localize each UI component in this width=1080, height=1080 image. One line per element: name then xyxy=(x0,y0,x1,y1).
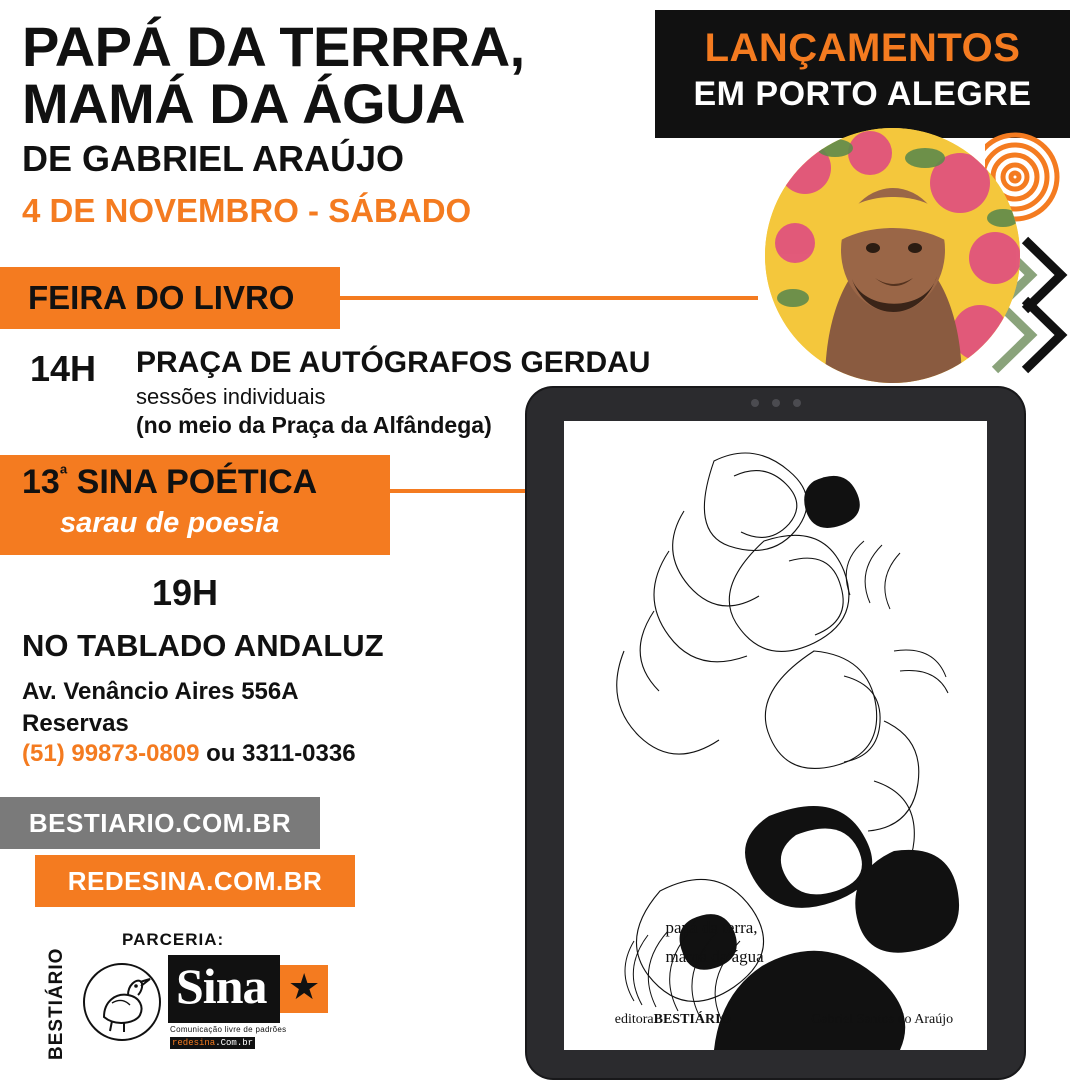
partner-site-button[interactable]: REDESINA.COM.BR xyxy=(35,855,355,907)
sina-logo-url xyxy=(170,1037,255,1049)
author-photo xyxy=(765,128,1020,383)
cover-title-line-1: papá da terra, xyxy=(665,918,758,938)
tablet-camera-icon xyxy=(772,399,780,407)
launch-banner xyxy=(655,10,1070,138)
event1-place: PRAÇA DE AUTÓGRAFOS GERDAU xyxy=(136,346,651,379)
phone-conjunction: ou xyxy=(199,740,243,767)
cover-credits xyxy=(615,1012,953,1028)
cover-publisher-prefix: editora xyxy=(614,1012,654,1027)
feira-rule-divider xyxy=(340,296,758,300)
event1-time: 14H xyxy=(30,348,97,389)
sina-url-right: .Com.br xyxy=(215,1038,254,1048)
bestiario-bird-icon xyxy=(82,955,162,1050)
bestiario-vertical-text: BESTIÁRIO xyxy=(46,947,67,1060)
banner-headline: LANÇAMENTOS xyxy=(704,26,1021,70)
title-block xyxy=(22,15,662,230)
sina-url-left: redesina xyxy=(172,1038,216,1048)
sina-logo-wordmark: Sina xyxy=(176,958,267,1014)
event2-address: Av. Venâncio Aires 556A xyxy=(22,678,299,705)
sina-label-number: 13 xyxy=(22,463,60,501)
book-title-line-1: PAPÁ DA TERRRA, xyxy=(22,15,525,78)
tablet-camera-row xyxy=(751,399,801,407)
cover-author-credit: Gabriel Santos do Araújo xyxy=(811,1012,954,1027)
publisher-site-button[interactable]: BESTIARIO.COM.BR xyxy=(0,797,320,849)
tablet-sensor-icon xyxy=(751,399,759,407)
tablet-mockup xyxy=(527,388,1024,1078)
event-date: 4 DE NOVEMBRO - SÁBADO xyxy=(22,192,472,230)
section-bar-feira-do-livro xyxy=(0,267,340,329)
sina-subtitle: sarau de poesia xyxy=(60,507,280,539)
tablet-screen xyxy=(564,421,987,1050)
sina-label-rest: SINA POÉTICA xyxy=(67,463,318,501)
event2-reservations-label: Reservas xyxy=(22,710,129,737)
cover-title-line-2: mamá da água xyxy=(665,947,764,967)
feira-label: FEIRA DO LIVRO xyxy=(28,279,295,316)
book-cover-artwork xyxy=(564,421,987,1050)
event1-note-1: sessões individuais xyxy=(136,384,326,409)
cover-publisher-name: BESTIÁRIO xyxy=(653,1012,732,1027)
event2-time: 19H xyxy=(152,572,219,613)
section-bar-sina-poetica xyxy=(0,455,390,555)
sina-label xyxy=(22,463,317,502)
phone-primary[interactable]: (51) 99873-0809 xyxy=(22,740,200,767)
book-title-line-2: MAMÁ DA ÁGUA xyxy=(22,72,465,136)
sina-rule-divider xyxy=(390,489,540,493)
event2-venue: NO TABLADO ANDALUZ xyxy=(22,628,384,663)
cover-title-caption xyxy=(666,914,764,972)
banner-subheadline: EM PORTO ALEGRE xyxy=(693,75,1032,113)
sina-label-ordinal: ª xyxy=(59,463,68,486)
event2-phones xyxy=(22,740,356,768)
event1-note-2: (no meio da Praça da Alfândega) xyxy=(136,412,492,438)
book-author: DE GABRIEL ARAÚJO xyxy=(22,138,405,180)
sina-logo xyxy=(168,955,343,1055)
phone-secondary[interactable]: 3311-0336 xyxy=(242,740,356,767)
sina-logo-tagline: Comunicação livre de padrões xyxy=(170,1025,287,1034)
bestiario-vertical-wordmark xyxy=(42,947,70,1060)
tablet-speaker-icon xyxy=(793,399,801,407)
cover-publisher xyxy=(615,1012,732,1028)
star-icon: ★ xyxy=(288,966,321,1007)
partnership-label: PARCERIA: xyxy=(122,930,225,949)
